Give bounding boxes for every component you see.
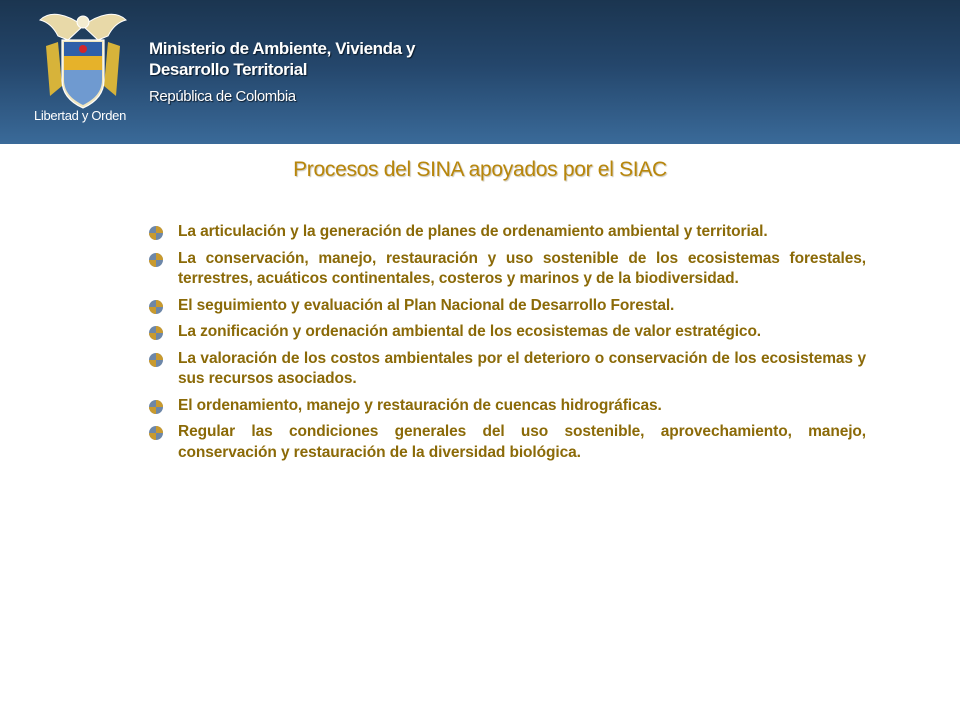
- bullet-item: [148, 222, 866, 243]
- motto-text: Libertad y Orden: [33, 108, 127, 123]
- pie-bullet-icon: [148, 252, 164, 268]
- bullet-list: [148, 222, 866, 469]
- pie-bullet-icon: [148, 299, 164, 315]
- pie-bullet-icon: [148, 399, 164, 415]
- bullet-text: El ordenamiento, manejo y restauración de cuencas hidrográficas.: [178, 396, 662, 414]
- ministry-line-2: Desarrollo Territorial: [149, 60, 308, 79]
- pie-bullet-icon: [148, 325, 164, 341]
- bullet-item: [148, 396, 866, 417]
- bullet-text: La conservación, manejo, restauración y uso sostenible de los ecosistemas forestales, terrestres, acuáticos continentales, costeros y marinos y de la biodiversidad.: [178, 249, 866, 287]
- pie-bullet-icon: [148, 352, 164, 368]
- bullet-item: [148, 322, 866, 343]
- bullet-text: La articulación y la generación de planes de ordenamiento ambiental y territorial.: [178, 223, 768, 240]
- republic-text: República de Colombia: [149, 88, 296, 105]
- bullet-item: [148, 296, 866, 317]
- bullet-text: La zonificación y ordenación ambiental de los ecosistemas de valor estratégico.: [178, 323, 762, 340]
- slide-title: Procesos del SINA apoyados por el SIAC: [293, 158, 667, 181]
- bullet-text: Regular las condiciones generales del uso sostenible, aprovechamiento, manejo, conservación y restauración de la diversidad biológica.: [178, 423, 866, 461]
- ministry-name: [149, 38, 415, 80]
- header-banner: [0, 0, 960, 144]
- bullet-item: [148, 422, 866, 463]
- bullet-text: La valoración de los costos ambientales por el deterioro o conservación de los ecosistemas y sus recursos asociados.: [178, 349, 866, 387]
- pie-bullet-icon: [148, 225, 164, 241]
- bullet-item: [148, 249, 866, 290]
- ministry-line-1: Ministerio de Ambiente, Vivienda y: [149, 39, 416, 58]
- bullet-text: El seguimiento y evaluación al Plan Nacional de Desarrollo Forestal.: [178, 296, 675, 314]
- bullet-item: [148, 349, 866, 390]
- pie-bullet-icon: [148, 425, 164, 441]
